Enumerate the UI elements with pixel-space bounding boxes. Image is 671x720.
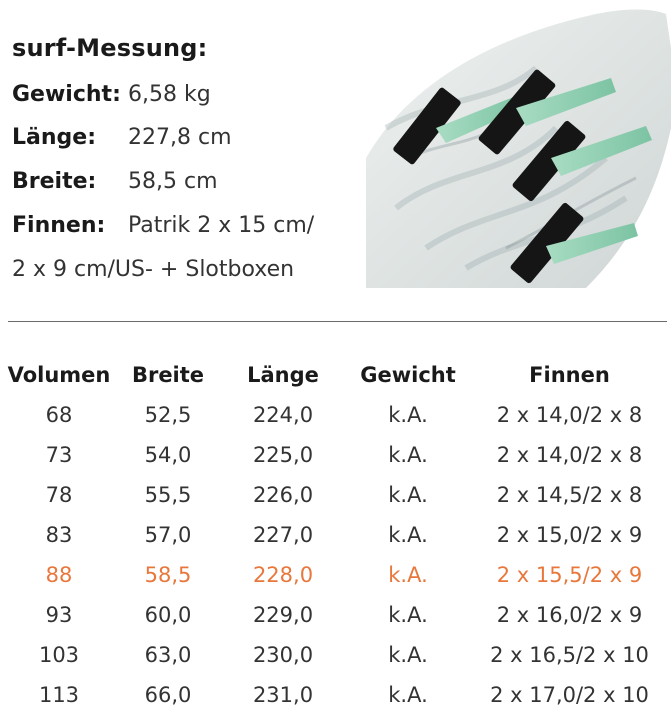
cell-breite: 58,5 (144, 563, 192, 587)
cell-laenge: 231,0 (252, 683, 314, 707)
cell-gewicht: k.A. (388, 483, 428, 507)
spec-weight-value: 6,58 kg (128, 82, 211, 107)
cell-gewicht: k.A. (388, 523, 428, 547)
spec-length-value: 227,8 cm (128, 125, 232, 150)
col-header-laenge: Länge (247, 363, 319, 387)
cell-gewicht: k.A. (388, 563, 428, 587)
cell-volumen: 78 (45, 483, 73, 507)
cell-breite: 57,0 (144, 523, 192, 547)
cell-finnen: 2 x 15,5/2 x 9 (496, 563, 643, 587)
cell-laenge: 226,0 (252, 483, 314, 507)
cell-gewicht: k.A. (388, 443, 428, 467)
table-row-highlighted (0, 555, 671, 595)
table-header-row (0, 355, 671, 395)
table-row (0, 595, 671, 635)
spec-fins-value-cont: 2 x 9 cm/US- + Slotboxen (12, 257, 295, 282)
spec-weight (12, 82, 211, 107)
col-header-breite: Breite (131, 363, 205, 387)
spec-fins-label: Finnen: (12, 213, 106, 238)
table-row (0, 635, 671, 675)
spec-width (12, 169, 218, 194)
cell-volumen: 113 (38, 683, 80, 707)
cell-finnen: 2 x 14,5/2 x 8 (496, 483, 643, 507)
cell-finnen: 2 x 15,0/2 x 9 (496, 523, 643, 547)
cell-breite: 55,5 (144, 483, 192, 507)
table-row (0, 515, 671, 555)
cell-breite: 52,5 (144, 403, 192, 427)
cell-breite: 54,0 (144, 443, 192, 467)
cell-gewicht: k.A. (388, 643, 428, 667)
spec-width-label: Breite: (12, 169, 97, 194)
size-table (0, 355, 671, 715)
col-header-volumen: Volumen (7, 363, 111, 387)
cell-laenge: 230,0 (252, 643, 314, 667)
cell-laenge: 229,0 (252, 603, 314, 627)
cell-laenge: 224,0 (252, 403, 314, 427)
cell-volumen: 93 (45, 603, 73, 627)
spec-weight-label: Gewicht: (12, 82, 121, 107)
section-title: surf-Messung: (12, 34, 208, 62)
cell-breite: 63,0 (144, 643, 192, 667)
cell-volumen: 68 (45, 403, 73, 427)
cell-finnen: 2 x 16,5/2 x 10 (490, 643, 649, 667)
cell-volumen: 83 (45, 523, 73, 547)
cell-laenge: 228,0 (252, 563, 314, 587)
cell-laenge: 225,0 (252, 443, 314, 467)
cell-gewicht: k.A. (388, 603, 428, 627)
cell-volumen: 103 (38, 643, 80, 667)
spec-fins (12, 213, 314, 238)
spec-fins-continued (12, 257, 294, 282)
table-row (0, 475, 671, 515)
col-header-gewicht: Gewicht (360, 363, 456, 387)
cell-finnen: 2 x 14,0/2 x 8 (496, 403, 643, 427)
cell-gewicht: k.A. (388, 403, 428, 427)
cell-finnen: 2 x 16,0/2 x 9 (496, 603, 643, 627)
table-row (0, 675, 671, 715)
cell-laenge: 227,0 (252, 523, 314, 547)
board-fins-photo (366, 8, 671, 288)
divider (8, 321, 667, 322)
spec-width-value: 58,5 cm (128, 169, 218, 194)
table-row (0, 435, 671, 475)
cell-volumen: 73 (45, 443, 73, 467)
cell-breite: 60,0 (144, 603, 192, 627)
table-row (0, 395, 671, 435)
spec-length (12, 125, 232, 150)
spec-fins-value: Patrik 2 x 15 cm/ (128, 213, 315, 238)
cell-breite: 66,0 (144, 683, 192, 707)
spec-length-label: Länge: (12, 125, 96, 150)
cell-finnen: 2 x 17,0/2 x 10 (490, 683, 649, 707)
cell-finnen: 2 x 14,0/2 x 8 (496, 443, 643, 467)
cell-volumen: 88 (45, 563, 73, 587)
cell-gewicht: k.A. (388, 683, 428, 707)
col-header-finnen: Finnen (529, 363, 610, 387)
